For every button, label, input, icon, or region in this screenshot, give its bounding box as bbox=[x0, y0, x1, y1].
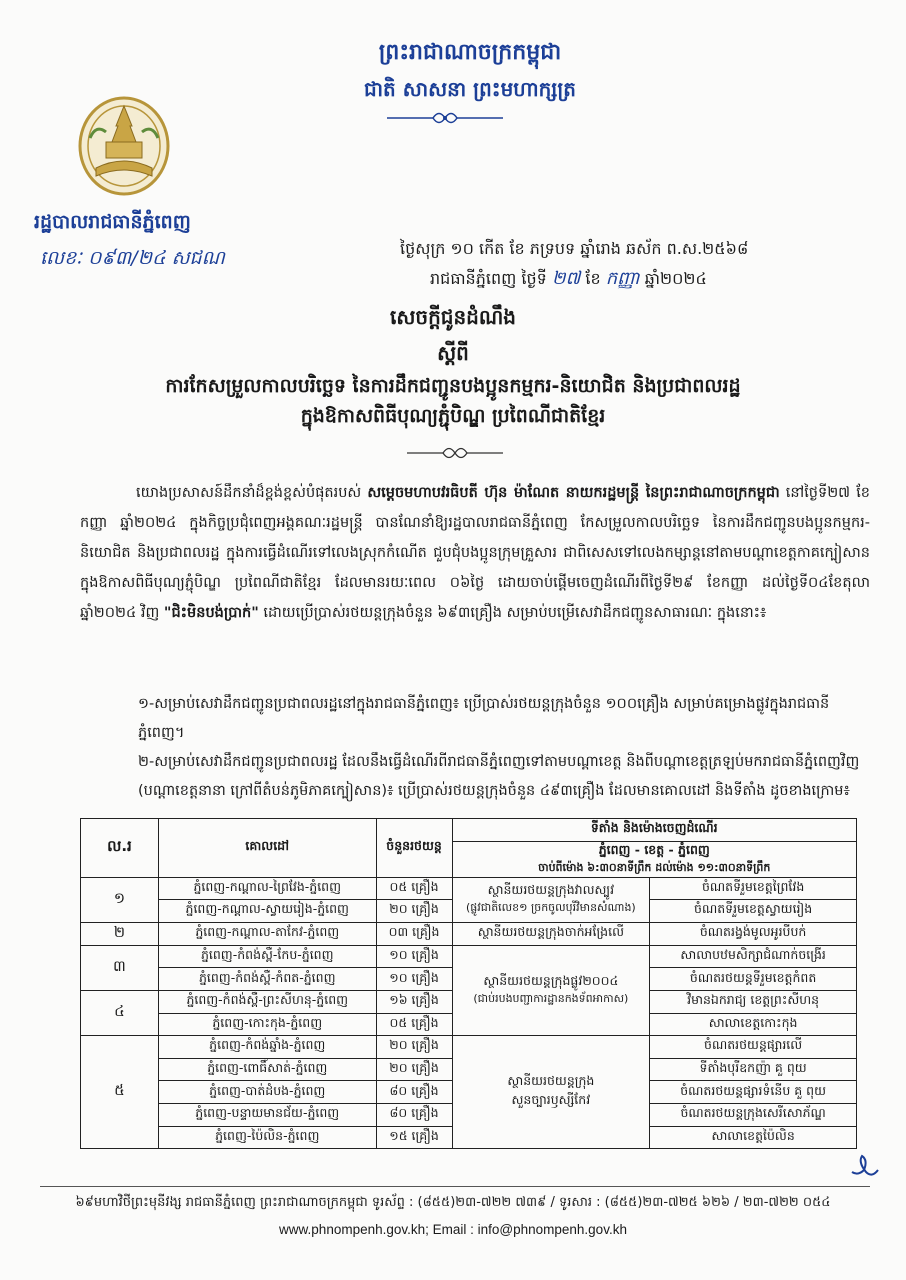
qty-cell: ១៦ គ្រឿង bbox=[376, 990, 452, 1013]
city-seal-icon bbox=[76, 88, 172, 198]
table-row bbox=[81, 1036, 857, 1059]
point-2: ២-សម្រាប់សេវាដឹកជញ្ជូនប្រជាពលរដ្ឋ ដែលនឹងធ្វើដំណើរពីរាជធានីភ្នំពេញទៅតាមបណ្តាខេត្ត និងពីបណ្តាខេត្តត្រឡប់មករាជធានីភ្នំពេញវិញ (បណ្តាខេត្តនានា ក្រៅពីតំបន់ភូមិភាគក្បៀសាន)៖ ប្រើប្រាស់រថយន្តក្រុងចំនួន ៤៩៣គ្រឿង ដែលមានគោលដៅ និងទីតាំង ដូចខាងក្រោម៖ bbox=[138, 754, 860, 799]
station-note: (ជាប់របងបញ្ជាការដ្ឋានកងទ័ពអាកាស) bbox=[473, 991, 629, 1005]
solar-date-prefix: រាជធានីភ្នំពេញ ថ្ងៃទី bbox=[430, 269, 547, 288]
qty-cell: ១០ គ្រឿង bbox=[376, 945, 452, 968]
footer-contact: www.phnompenh.gov.kh; Email : info@phnompenh.gov.kh bbox=[279, 1222, 627, 1237]
intro-bold-free: "ជិះមិនបង់ប្រាក់" bbox=[163, 605, 259, 621]
date-year: ឆ្នាំ២០២៤ bbox=[644, 269, 707, 288]
reference-label: លេខៈ bbox=[40, 247, 82, 269]
row-number: ៥ bbox=[81, 1036, 159, 1149]
reference-number bbox=[40, 246, 225, 274]
lunar-date: ថ្ងៃសុក្រ ១០ កើត ខែ ភទ្របទ ឆ្នាំរោង ឆស័ក ព.ស.២៥៦៨ bbox=[400, 239, 749, 258]
title-divider-icon bbox=[405, 446, 505, 460]
route-cell: ភ្នំពេញ-កំពង់ស្ពឺ-ព្រះសីហនុ-ភ្នំពេញ bbox=[158, 990, 376, 1013]
date-day: ២៧ bbox=[551, 268, 581, 289]
direction-text: ភ្នំពេញ - ខេត្ត - ភ្នំពេញ bbox=[598, 841, 710, 857]
station-cell bbox=[452, 945, 650, 1035]
row-number: ២ bbox=[81, 922, 159, 945]
station-name: ស្ថានីយរថយន្តក្រុងវាលស្បូវ bbox=[487, 882, 615, 898]
destination-cell: សាលាបឋមសិក្សាជំណាក់ចង្រើរ bbox=[650, 945, 857, 968]
row-number: ៣ bbox=[81, 945, 159, 990]
destination-cell: ចំណតរង្វង់មូលអូរបីបក់ bbox=[650, 922, 857, 945]
qty-cell: ១០ គ្រឿង bbox=[376, 968, 452, 991]
notice-subject-label: ស្តីពី bbox=[437, 341, 469, 365]
row-number: ១ bbox=[81, 877, 159, 922]
qty-cell: ១៥ គ្រឿង bbox=[376, 1126, 452, 1149]
notice-title: សេចក្តីជូនដំណឹង bbox=[390, 305, 516, 329]
intro-bold-leader: សម្តេចមហាបវរធិបតី ហ៊ុន ម៉ាណែត នាយករដ្ឋមន្ត្រី នៃព្រះរាជាណាចក្រកម្ពុជា bbox=[367, 485, 780, 501]
divider-ornament-icon bbox=[385, 110, 505, 126]
destination-cell: ចំណតរថយន្តផ្សារលើ bbox=[650, 1036, 857, 1059]
intro-text-c: ដោយប្រើប្រាស់រថយន្តក្រុងចំនួន ៦៩៣គ្រឿង សម្រាប់បម្រើសេវាដឹកជញ្ជូនសាធារណៈ ក្នុងនោះ៖ bbox=[258, 605, 767, 621]
destination-cell: ចំណតរថយន្តទីរួមខេត្តកំពត bbox=[650, 968, 857, 991]
route-cell: ភ្នំពេញ-បន្ទាយមានជ័យ-ភ្នំពេញ bbox=[158, 1103, 376, 1126]
qty-cell: ៨០ គ្រឿង bbox=[376, 1103, 452, 1126]
footer-divider bbox=[40, 1186, 870, 1187]
route-cell: ភ្នំពេញ-បាត់ដំបង-ភ្នំពេញ bbox=[158, 1081, 376, 1104]
date-month-label: ខែ bbox=[585, 269, 601, 288]
header-direction bbox=[452, 841, 857, 877]
route-cell: ភ្នំពេញ-កណ្តាល-តាកែវ-ភ្នំពេញ bbox=[158, 922, 376, 945]
route-cell: ភ្នំពេញ-កំពង់ឆ្នាំង-ភ្នំពេញ bbox=[158, 1036, 376, 1059]
route-cell: ភ្នំពេញ-កោះកុង-ភ្នំពេញ bbox=[158, 1013, 376, 1036]
notice-subject-line2: ក្នុងឱកាសពិធីបុណ្យភ្ជុំបិណ្ឌ ប្រពៃណីជាតិខ្មែរ bbox=[300, 405, 606, 427]
qty-cell: ០៣ គ្រឿង bbox=[376, 922, 452, 945]
reference-value: ០៩៣/២៤ សជណ bbox=[88, 247, 225, 269]
row-number: ៤ bbox=[81, 990, 159, 1035]
notice-subject-line1: ការកែសម្រួលកាលបរិច្ឆេទ នៃការដឹកជញ្ជូនបងប្អូនកម្មករ-និយោជិត និងប្រជាពលរដ្ឋ bbox=[165, 375, 741, 397]
routes-table bbox=[80, 818, 857, 1149]
notice-body bbox=[80, 478, 870, 628]
station-note: (ផ្លូវជាតិលេខ១ ច្រកចូលបុរីវិមានសំណាង) bbox=[465, 901, 636, 915]
station-name-line2: សួនច្បារឫស្សីកែវ bbox=[511, 1092, 591, 1108]
station-name-line1: ស្ថានីយរថយន្តក្រុង bbox=[507, 1073, 595, 1089]
destination-cell: ចំណតរថយន្តក្រុងសេរីសោភ័ណ្ឌ bbox=[650, 1103, 857, 1126]
point-1: ១-សម្រាប់សេវាដឹកជញ្ជូនប្រជាពលរដ្ឋនៅក្នុងរាជធានីភ្នំពេញ៖ ប្រើប្រាស់រថយន្តក្រុងចំនួន ១០០គ្រឿង សម្រាប់គម្រោងផ្លូវក្នុងរាជធានីភ្នំពេញ។ bbox=[138, 696, 830, 741]
kingdom-heading: ព្រះរាជាណាចក្រកម្ពុជា bbox=[378, 40, 562, 65]
destination-cell: ចំណតទីរួមខេត្តស្វាយរៀង bbox=[650, 900, 857, 923]
qty-cell: ០៥ គ្រឿង bbox=[376, 1013, 452, 1036]
qty-cell: ២០ គ្រឿង bbox=[376, 900, 452, 923]
time-window: ចាប់ពីម៉ោង ៦:៣០នាទីព្រឹក ដល់ម៉ោង ១១:៣០នាទីព្រឹក bbox=[538, 860, 771, 874]
qty-cell: ០៥ គ្រឿង bbox=[376, 877, 452, 900]
intro-text-b: នៅថ្ងៃទី២៧ ខែកញ្ញា ឆ្នាំ២០២៤ ក្នុងកិច្ចប្រជុំពេញអង្គគណៈរដ្ឋមន្ត្រី បានណែនាំឱ្យរដ្ឋបាលរាជធានីភ្នំពេញ កែសម្រួលកាលបរិច្ឆេទ នៃការដឹកជញ្ជូនបងប្អូនកម្មករ-និយោជិត និងប្រជាពលរដ្ឋ ក្នុងការធ្វើដំណើរទៅលេងស្រុកកំណើត ជួបជុំបងប្អូនក្រុមគ្រួសារ ជាពិសេសទៅលេងកម្សាន្តនៅតាមបណ្តាខេត្តកាគក្បៀសាន ក្នុងឱកាសពិធីបុណ្យភ្ជុំបិណ្ឌ ប្រពៃណីជាតិខ្មែរ ដែលមានរយៈពេល ០៦ថ្ងៃ ដោយចាប់ផ្តើមចេញដំណើរពីថ្ងៃទី២៩ ខែកញ្ញា ដល់ថ្ងៃទី០៤ខែតុលា ឆ្នាំ២០២៤ វិញ bbox=[80, 485, 871, 621]
route-cell: ភ្នំពេញ-កណ្តាល-ព្រៃវែង-ភ្នំពេញ bbox=[158, 877, 376, 900]
destination-cell: សាលាខេត្តកោះកុង bbox=[650, 1013, 857, 1036]
solar-date bbox=[430, 266, 707, 293]
footer-address: ៦៩មហាវិថីព្រះមុនីវង្ស រាជធានីភ្នំពេញ ព្រះរាជាណាចក្រកម្ពុជា ទូរស័ព្ទ : (៨៥៥)២៣-៧២២ ៧៣៩ / ទូរសារ : (៨៥៥)២៣-៧២៥ ៦២៦ / ២៣-៧២២ ០៥៤ bbox=[75, 1195, 831, 1210]
qty-cell: ៨០ គ្រឿង bbox=[376, 1081, 452, 1104]
route-cell: ភ្នំពេញ-កំពង់ស្ពឺ-កែប-ភ្នំពេញ bbox=[158, 945, 376, 968]
station-name: ស្ថានីយរថយន្តក្រុងផ្លូវ២០០៤ bbox=[483, 972, 619, 988]
destination-cell: ទីតាំងបុរីឧកញ៉ា គួ ពុយ bbox=[650, 1058, 857, 1081]
handwritten-initial-icon bbox=[848, 1150, 880, 1180]
table-row bbox=[81, 877, 857, 900]
header-location: ទីតាំង និងម៉ោងចេញដំណើរ bbox=[452, 819, 857, 842]
table-row bbox=[81, 945, 857, 968]
date-month: កញ្ញា bbox=[605, 268, 640, 289]
destination-cell: សាលាខេត្តប៉ៃលិន bbox=[650, 1126, 857, 1149]
destination-cell: ចំណតទីរួមខេត្តព្រៃវែង bbox=[650, 877, 857, 900]
qty-cell: ២០ គ្រឿង bbox=[376, 1058, 452, 1081]
destination-cell: វិមានឯករាជ្យ ខេត្តព្រះសីហនុ bbox=[650, 990, 857, 1013]
header-qty: ចំនួនរថយន្ត bbox=[376, 819, 452, 878]
header-no: ល.រ bbox=[81, 819, 159, 878]
nation-motto: ជាតិ សាសនា ព្រះមហាក្សត្រ bbox=[364, 77, 576, 101]
table-row bbox=[81, 922, 857, 945]
station-cell bbox=[452, 877, 650, 922]
station-cell bbox=[452, 1036, 650, 1149]
destination-cell: ចំណតរថយន្តផ្សារទំនើប គួ ពុយ bbox=[650, 1081, 857, 1104]
qty-cell: ២០ គ្រឿង bbox=[376, 1036, 452, 1059]
route-cell: ភ្នំពេញ-កំពង់ស្ពឺ-កំពត-ភ្នំពេញ bbox=[158, 968, 376, 991]
intro-text-a: យោងប្រសាសន៍ដឹកនាំដ៏ខ្ពង់ខ្ពស់បំផុតរបស់ bbox=[136, 485, 368, 501]
issuer-name: រដ្ឋបាលរាជធានីភ្នំពេញ bbox=[34, 211, 191, 233]
station-cell: ស្ថានីយរថយន្តក្រុងចាក់អង្រែលើ bbox=[452, 922, 650, 945]
header-route: គោលដៅ bbox=[158, 819, 376, 878]
route-cell: ភ្នំពេញ-ពោធិ៍សាត់-ភ្នំពេញ bbox=[158, 1058, 376, 1081]
route-cell: ភ្នំពេញ-ប៉ៃលិន-ភ្នំពេញ bbox=[158, 1126, 376, 1149]
route-cell: ភ្នំពេញ-កណ្តាល-ស្វាយរៀង-ភ្នំពេញ bbox=[158, 900, 376, 923]
